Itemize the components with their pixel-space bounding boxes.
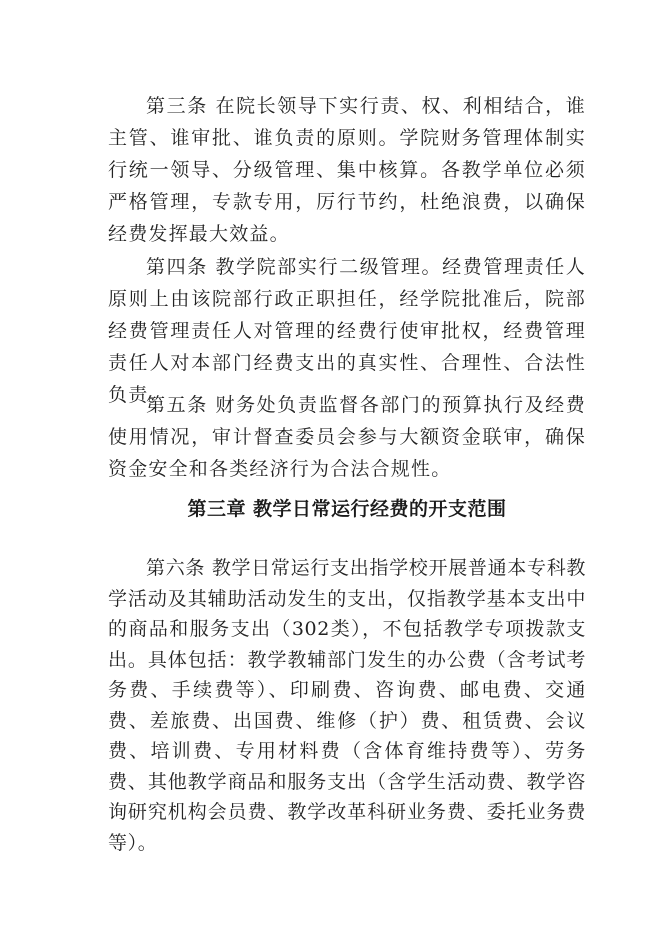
article-5-paragraph: 第五条 财务处负责监督各部门的预算执行及经费使用情况，审计督查委员会参与大额资金联审，确保资金安全和各类经济行为合法合规性。 bbox=[108, 394, 586, 480]
article-4-paragraph: 第四条 教学院部实行二级管理。经费管理责任人原则上由该院部行政正职担任，经学院批准后，院部经费管理责任人对管理的经费行使审批权，经费管理责任人对本部门经费支出的真实性、合理性、合法性负责。 bbox=[108, 256, 586, 406]
article-3-paragraph: 第三条 在院长领导下实行责、权、利相结合，谁主管、谁审批、谁负责的原则。学院财务管理体制实行统一领导、分级管理、集中核算。各教学单位必须严格管理，专款专用，厉行节约，杜绝浪费，以确保经费发挥最大效益。 bbox=[108, 95, 586, 245]
chapter-heading: 第三章 教学日常运行经费的开支范围 bbox=[187, 498, 507, 520]
article-6-paragraph: 第六条 教学日常运行支出指学校开展普通本专科教学活动及其辅助活动发生的支出，仅指教学基本支出中的商品和服务支出（302类），不包括教学专项拨款支出。具体包括：教学教辅部门发生的办公费（含考试考务费、手续费等）、印刷费、咨询费、邮电费、交通费、差旅费、出国费、维修（护）费、租赁费、会议费、培训费、专用材料费（含体育维持费等）、劳务费、其他教学商品和服务支出（含学生活动费、教学咨询研究机构会员费、教学改革科研业务费、委托业务费等）。 bbox=[108, 557, 586, 854]
